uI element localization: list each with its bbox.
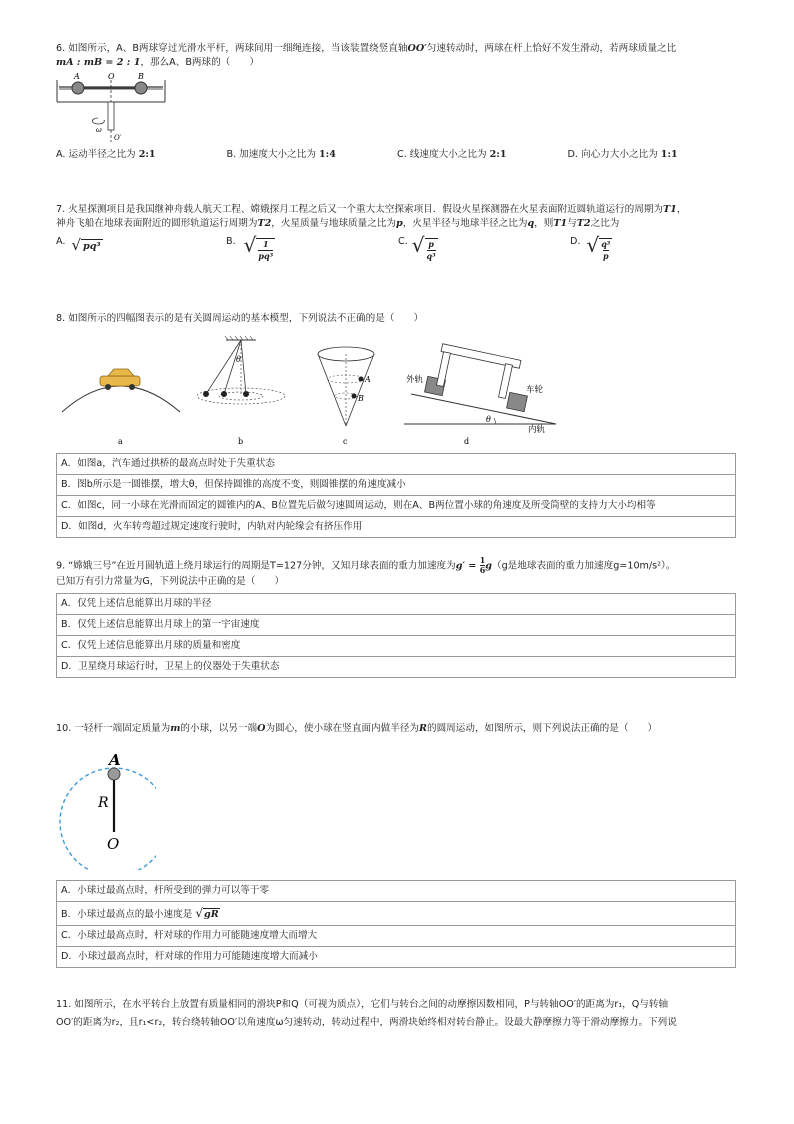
car-icon <box>100 376 140 386</box>
q6-option-c[interactable]: C. 线速度大小之比为 2:1 <box>397 148 507 160</box>
svg-text:B: B <box>358 393 364 403</box>
q9-stem: 9. “嫦娥三号”在近月圆轨道上绕月球运行的周期是T=127分钟，又知月球表面的重力加速度为g′ = $\frac{1}{6}$ g（g是地球表面的重力加速度g=10m/s²）。 已知万有引力常量为G，下列说法中正确的是（ ） <box>56 555 676 587</box>
q7-options <box>56 232 738 263</box>
q6-ball-a <box>72 82 84 94</box>
q8-option-d[interactable]: D．如图d，火车转弯超过规定速度行驶时，内轨对内轮缘会有挤压作用 <box>57 516 736 537</box>
q10-options <box>56 880 736 968</box>
question-11 <box>56 996 738 1032</box>
question-8 <box>56 312 738 538</box>
q7-option-d[interactable]: D. √ q³ p <box>570 232 611 262</box>
svg-text:车轮: 车轮 <box>526 384 544 395</box>
q6-label-b: B <box>138 71 144 81</box>
q10-option-a[interactable]: A．小球过最高点时，杆所受到的弹力可以等于零 <box>57 880 736 901</box>
q9-option-b[interactable]: B．仅凭上述信息能算出月球上的第一宇宙速度 <box>57 614 736 635</box>
q6-o-prime-label: O′ <box>114 133 122 142</box>
q8-stem: 8. 如图所示的四幅图表示的是有关圆周运动的基本模型，下列说法不正确的是（ ） <box>56 313 424 324</box>
svg-text:A: A <box>365 374 371 384</box>
svg-text:θ: θ <box>486 414 491 424</box>
q7-option-c[interactable]: C. √ p q³ <box>398 232 436 262</box>
q6-label-a: A <box>74 71 80 81</box>
svg-text:c: c <box>343 436 348 446</box>
q10-figure <box>56 738 156 870</box>
question-7 <box>56 203 738 263</box>
q10-option-c[interactable]: C．小球过最高点时，杆对球的作用力可能随速度增大而增大 <box>57 926 736 947</box>
q6-mass-ratio: mA : mB = 2 : 1 <box>56 56 141 68</box>
question-6 <box>56 42 738 162</box>
q6-label-o: O <box>108 71 115 81</box>
q6-options <box>56 148 738 162</box>
svg-text:内轨: 内轨 <box>528 424 546 435</box>
q10-circular-path <box>60 768 156 870</box>
q9-fraction: $\frac{1}{6}$ <box>479 555 486 575</box>
q8-figures <box>56 334 736 446</box>
q8-figure-a <box>62 369 180 446</box>
q10-ball <box>108 768 120 780</box>
q6-option-d[interactable]: D. 向心力大小之比为 1:1 <box>567 148 678 160</box>
q11-stem: 11. 如图所示，在水平转台上放置有质量相同的滑块P和Q（可视为质点），它们与转台之间的动摩擦因数相同，P与转轴OO′的距离为r₁，Q与转轴 OO′的距离为r₂，且r₁<r₂，转台绕转轴OO′以角速度ω匀速转动，转动过程中，两滑块始终相对转台静止。设最大静摩擦力等于滑动摩擦力。下列说 <box>56 999 677 1029</box>
q9-options <box>56 593 736 678</box>
q8-figure-c <box>318 347 374 446</box>
q9-option-a[interactable]: A．仅凭上述信息能算出月球的半径 <box>57 593 736 614</box>
q8-option-c[interactable]: C．如图c，同一小球在光滑而固定的圆锥内的A、B位置先后做匀速圆周运动，则在A、B两位置小球的角速度及所受筒壁的支持力大小均相等 <box>57 495 736 516</box>
question-9 <box>56 556 738 678</box>
svg-text:b: b <box>238 436 244 446</box>
svg-text:O: O <box>107 834 120 853</box>
q9-option-d[interactable]: D．卫星绕月球运行时，卫星上的仪器处于失重状态 <box>57 656 736 677</box>
svg-text:R: R <box>98 794 109 811</box>
q6-option-a[interactable]: A. 运动半径之比为 2:1 <box>56 148 156 160</box>
q6-option-b[interactable]: B. 加速度大小之比为 1:4 <box>226 148 336 160</box>
q8-option-b[interactable]: B．图b所示是一圆锥摆，增大θ，但保持圆锥的高度不变，则圆锥摆的角速度减小 <box>57 474 736 495</box>
q6-stem: 6. 如图所示，A、B两球穿过光滑水平杆，两球间用一细绳连接，当该装置绕竖直轴OO′匀速转动时，两球在杆上恰好不发生滑动，若两球质量之比 mA : mB = 2 : 1，那么A、B两球的（ ） <box>56 43 677 68</box>
q10-stem: 10. 一轻杆一端固定质量为m的小球，以另一端O为圆心，使小球在竖直面内做半径为R的圆周运动，如图所示，则下列说法正确的是（ ） <box>56 723 658 734</box>
q6-figure <box>56 72 176 142</box>
q6-ball-b <box>135 82 147 94</box>
q10-option-b[interactable]: B．小球过最高点的最小速度是 √gR <box>57 901 736 925</box>
q9-option-c[interactable]: C．仅凭上述信息能算出月球的质量和密度 <box>57 635 736 656</box>
svg-text:d: d <box>464 436 470 446</box>
q8-option-a[interactable]: A．如图a，汽车通过拱桥的最高点时处于失重状态 <box>57 453 736 474</box>
q6-omega-label: ω <box>96 125 102 134</box>
q7-stem: 7. 火星探测项目是我国继神舟载人航天工程、嫦娥探月工程之后又一个重大太空探索项目．假设火星探测器在火星表面附近圆轨道运行的周期为T1， 神舟飞船在地球表面附近的圆形轨道运行周期为T2，火星质量与地球质量之比为p，火星半径与地球半径之比为q，则T1与T2之比为 <box>56 204 687 229</box>
q7-option-b[interactable]: B. √ 1 pq³ <box>226 232 274 262</box>
q8-figure-b <box>197 336 285 446</box>
svg-text:a: a <box>118 436 123 446</box>
q10-option-d[interactable]: D．小球过最高点时，杆对球的作用力可能随速度增大而减小 <box>57 947 736 968</box>
svg-text:外轨: 外轨 <box>406 374 424 385</box>
svg-text:A: A <box>109 750 121 769</box>
q8-figure-d <box>404 344 556 446</box>
svg-text:θ: θ <box>236 354 241 364</box>
q8-options <box>56 453 736 538</box>
question-10 <box>56 722 738 968</box>
q7-option-a[interactable]: A. √ pq³ <box>56 235 101 254</box>
